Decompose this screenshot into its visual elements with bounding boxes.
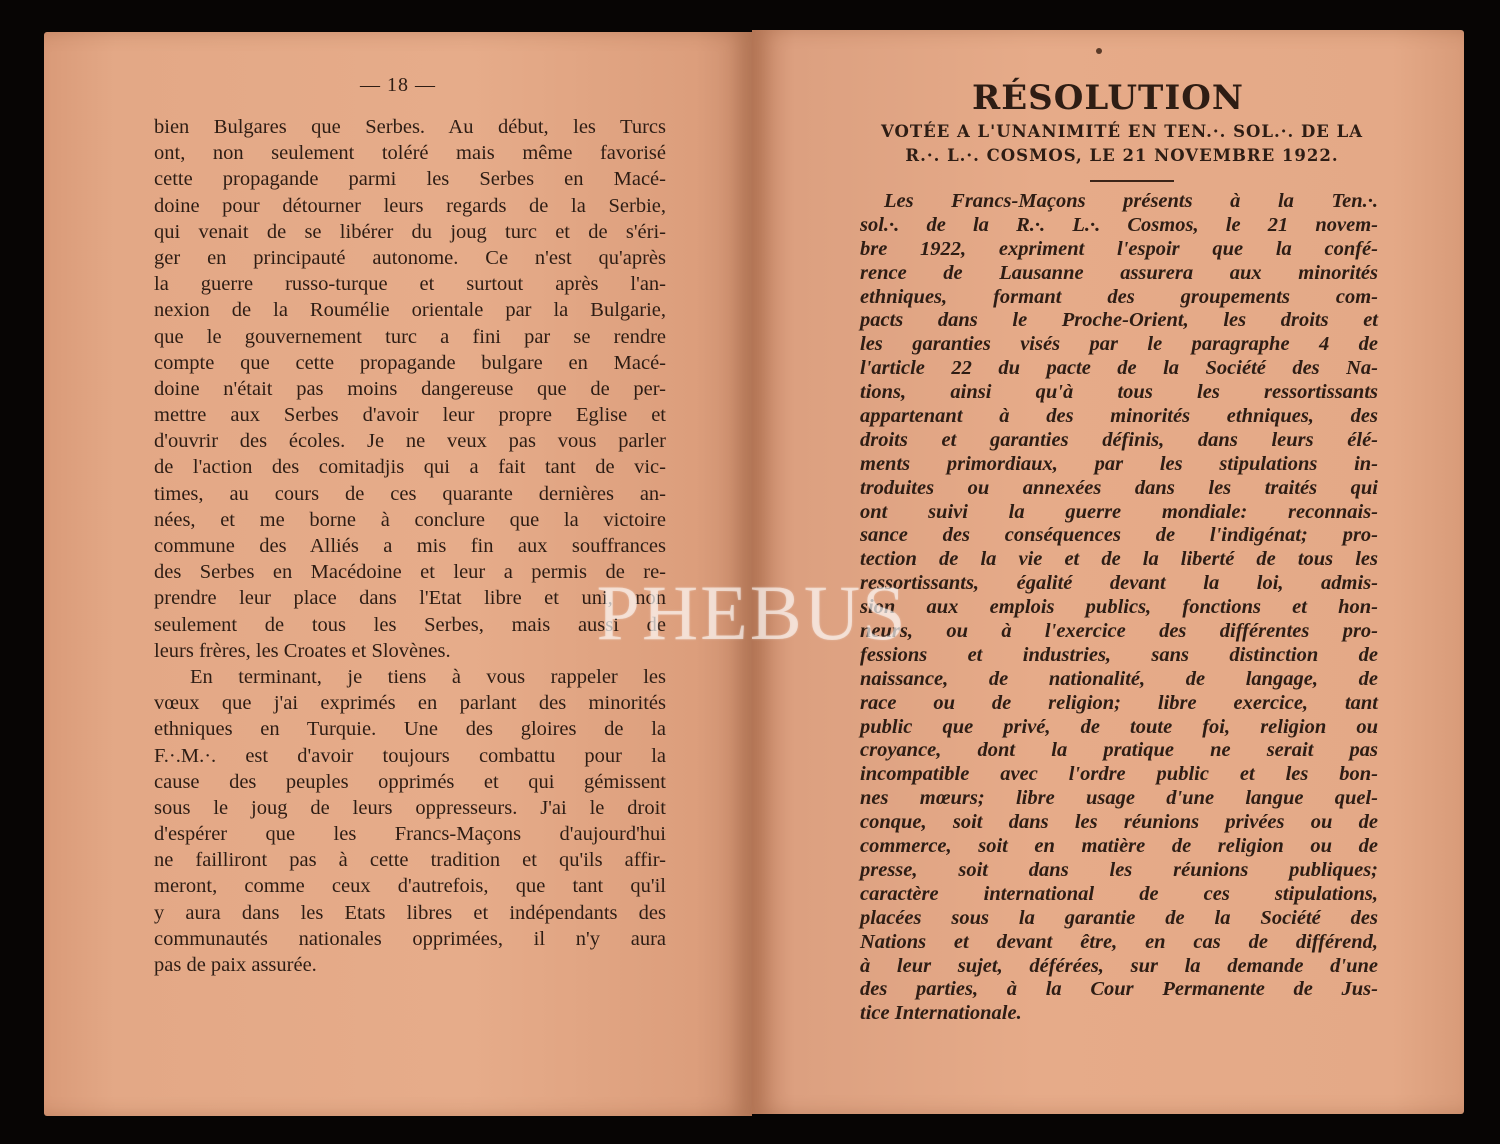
text-line: rence de Lausanne assurera aux minorités (860, 261, 1378, 284)
resolution-subtitle-line1: VOTÉE A L'UNANIMITÉ EN TEN.·. SOL.·. DE LA (880, 122, 1364, 141)
text-line: bre 1922, expriment l'espoir que la confé- (860, 237, 1378, 260)
text-line: la guerre russo-turque et surtout après l'an- (154, 273, 666, 296)
paper-spot (1096, 48, 1102, 54)
text-line: à leur sujet, déférées, sur la demande d'une (860, 954, 1378, 977)
text-line: tions, ainsi qu'à tous les ressortissants (860, 381, 1378, 404)
text-line: Nations et devant être, en cas de différend, (860, 930, 1378, 953)
text-line: cause des peuples opprimés et qui gémissent (154, 770, 666, 793)
text-line: seulement de tous les Serbes, mais aussi de (154, 613, 666, 636)
text-line: presse, soit dans les réunions publiques; (860, 858, 1378, 881)
text-line: sance des conséquences de l'indigénat; pro- (860, 524, 1378, 547)
text-line: ethniques en Turquie. Une des gloires de la (154, 718, 666, 741)
text-line: bien Bulgares que Serbes. Au début, les Turcs (154, 116, 666, 138)
text-line: vœux que j'ai exprimés en parlant des minorités (154, 692, 666, 715)
page-number: — 18 — (360, 74, 436, 96)
text-line: nexion de la Roumélie orientale par la Bulgarie, (154, 299, 666, 322)
text-line: public que privé, de toute foi, religion ou (860, 715, 1378, 738)
text-line: des Serbes en Macédoine et leur a permis de re- (154, 561, 666, 584)
text-line: nes mœurs; libre usage d'une langue quel- (860, 787, 1378, 810)
text-line: compte que cette propagande bulgare en Macé- (154, 351, 666, 374)
text-line: times, au cours de ces quarante dernières an- (154, 482, 666, 505)
text-line: l'article 22 du pacte de la Société des Na- (860, 357, 1378, 380)
text-line: de l'action des comitadjis qui a fait tant de vic- (154, 456, 666, 479)
text-line: pas de paix assurée. (154, 954, 317, 976)
text-line: droits et garanties définis, dans leurs élé- (860, 428, 1378, 451)
text-line: caractère international de ces stipulations, (860, 882, 1378, 905)
text-line: ments primordiaux, par les stipulations in- (860, 452, 1378, 475)
text-line: qui venait de se libérer du joug turc et de s'éri- (154, 220, 666, 243)
text-line: Les Francs-Maçons présents à la Ten.·. (884, 190, 1378, 212)
text-line: sous le joug de leurs oppresseurs. J'ai le droit (154, 796, 666, 819)
text-line: ger en principauté autonome. Ce n'est qu'après (154, 246, 666, 269)
text-line: les garanties visés par le paragraphe 4 de (860, 333, 1378, 356)
text-line: race ou de religion; libre exercice, tant (860, 691, 1378, 714)
text-line: troduites ou annexées dans les traités qui (860, 476, 1378, 499)
text-line: d'espérer que les Francs-Maçons d'aujourd'hui (154, 823, 666, 846)
text-line: appartenant à des minorités ethniques, des (860, 405, 1378, 428)
text-line: sion aux emplois publics, fonctions et hon- (860, 596, 1378, 619)
text-line: naissance, de nationalité, de langage, de (860, 667, 1378, 690)
text-line: placées sous la garantie de la Société des (860, 906, 1378, 929)
text-line: sol.·. de la R.·. L.·. Cosmos, le 21 novem- (860, 213, 1378, 236)
text-line: y aura dans les Etats libres et indépendants des (154, 901, 666, 924)
text-line: ethniques, formant des groupements com- (860, 285, 1378, 308)
text-line: nées, et me borne à conclure que la victoire (154, 508, 666, 531)
text-line: tection de la vie et de la liberté de tous les (860, 548, 1378, 571)
text-line: tice Internationale. (860, 1002, 1022, 1025)
resolution-title: RÉSOLUTION (972, 78, 1244, 118)
text-line: fessions et industries, sans distinction de (860, 643, 1378, 666)
text-line: ont, non seulement toléré mais même favorisé (154, 142, 666, 165)
text-line: croyance, dont la pratique ne serait pas (860, 739, 1378, 762)
text-line: ressortissants, égalité devant la loi, admis- (860, 572, 1378, 595)
text-line: leurs frères, les Croates et Slovènes. (154, 639, 451, 662)
text-line: des parties, à la Cour Permanente de Jus- (860, 978, 1378, 1001)
left-page-text (154, 114, 666, 978)
text-line: F.·.M.·. est d'avoir toujours combattu pour la (154, 744, 666, 767)
text-line: prendre leur place dans l'Etat libre et uni, non (154, 587, 666, 610)
text-line: que le gouvernement turc a fini par se rendre (154, 325, 666, 348)
text-line: En terminant, je tiens à vous rappeler les (190, 665, 666, 688)
watermark: PHEBUS (596, 569, 908, 656)
text-line: meront, comme ceux d'autrefois, que tant qu'il (154, 875, 666, 898)
title-divider (1090, 180, 1174, 182)
text-line: commune des Alliés a mis fin aux souffrances (154, 535, 666, 557)
text-line: conque, soit dans les réunions privées ou de (860, 811, 1378, 834)
text-line: commerce, soit en matière de religion ou de (860, 835, 1378, 858)
text-line: doine n'était pas moins dangereuse que de per- (154, 377, 666, 400)
text-line: incompatible avec l'ordre public et les bon- (860, 763, 1378, 786)
text-line: ne failliront pas à cette tradition et qu'ils affir- (154, 849, 666, 872)
resolution-text (860, 190, 1378, 1026)
text-line: neurs, ou à l'exercice des différentes pro- (860, 620, 1378, 643)
text-line: ont suivi la guerre mondiale: reconnais- (860, 500, 1378, 523)
text-line: doine pour détourner leurs regards de la Serbie, (154, 194, 666, 217)
text-line: communautés nationales opprimées, il n'y aura (154, 927, 666, 950)
text-line: cette propagande parmi les Serbes en Macé- (154, 168, 666, 191)
text-line: pacts dans le Proche-Orient, les droits et (860, 309, 1378, 332)
text-line: d'ouvrir des écoles. Je ne veux pas vous parler (154, 430, 666, 453)
text-line: mettre aux Serbes d'avoir leur propre Eglise et (154, 404, 666, 427)
resolution-subtitle-line2: R.·. L.·. COSMOS, LE 21 NOVEMBRE 1922. (905, 146, 1339, 165)
